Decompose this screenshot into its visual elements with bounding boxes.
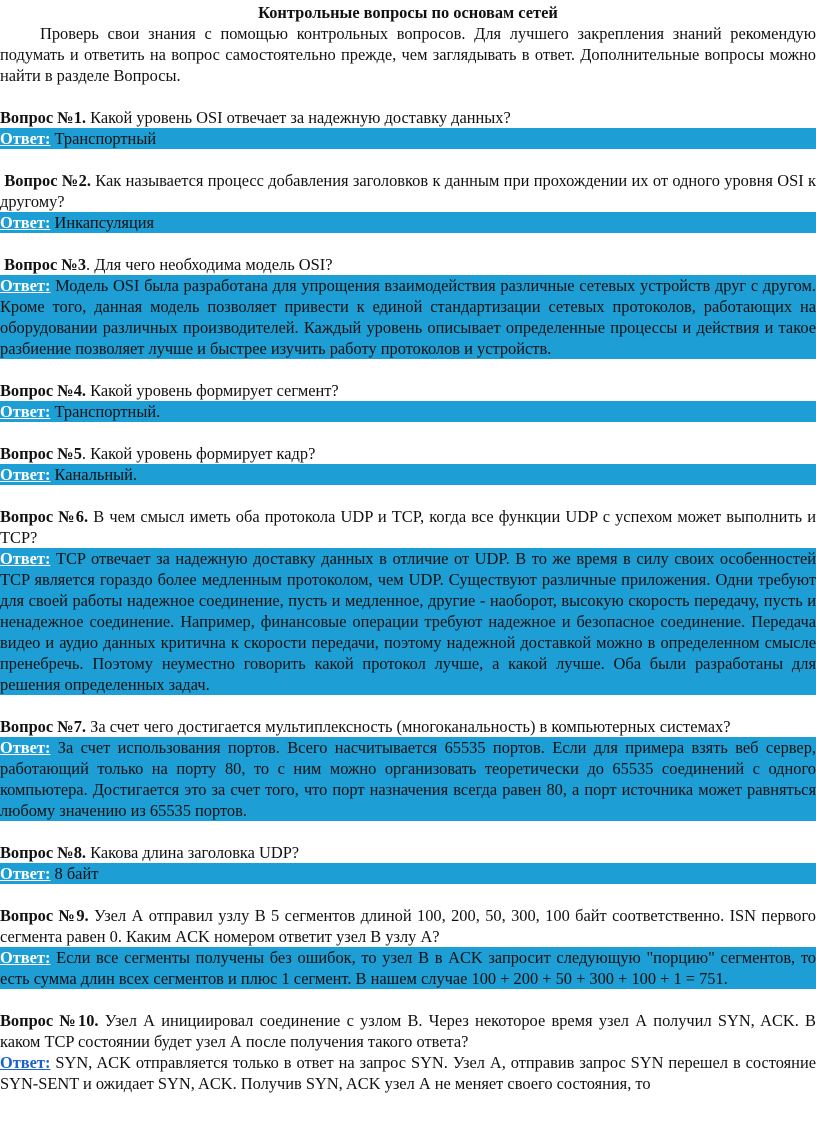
- answer-label: Ответ:: [0, 549, 51, 568]
- answer-5: [0, 464, 816, 485]
- answer-label: Ответ:: [0, 465, 51, 484]
- answer-text: SYN, ACK отправляется только в ответ на запрос SYN. Узел А, отправив запрос SYN перешел в состояние SYN-SENT и ожидает SYN, ACK. Получив SYN, ACK узел А не меняет своего состояния, то: [0, 1053, 816, 1093]
- answer-6: [0, 548, 816, 695]
- question-text: За счет чего достигается мультиплексность (многоканальность) в компьютерных системах?: [86, 717, 731, 736]
- question-10: [0, 1010, 816, 1052]
- answer-label: Ответ:: [0, 738, 51, 757]
- intro-text: Проверь свои знания с помощью контрольных вопросов. Для лучшего закрепления знаний рекомендую подумать и ответить на вопрос самостоятельно прежде, чем заглядывать в ответ. Дополнительные вопросы можно найти в разделе Вопросы.: [0, 24, 816, 85]
- question-number: Вопрос №3: [4, 255, 87, 274]
- question-8: [0, 842, 816, 863]
- answer-text: Если все сегменты получены без ошибок, то узел В в ACK запросит следующую "порцию" сегментов, то есть сумма длин всех сегментов и плюс 1 сегмент. В нашем случае 100 + 200 + 50 + 300 + 100 + 1 = 751.: [0, 948, 816, 988]
- question-text: Какой уровень формирует сегмент?: [86, 381, 339, 400]
- answer-label: Ответ:: [0, 948, 51, 967]
- question-9: [0, 905, 816, 947]
- answer-text: За счет использования портов. Всего насчитывается 65535 портов. Если для примера взять веб сервер, работающий только на порту 80, то с ним можно организовать теоретически до 65535 соединений с одного компьютера. Достигается это за счет того, что порт назначения всегда равен 80, а порт источника может равняться любому значению из 65535 портов.: [0, 738, 816, 820]
- answer-9: [0, 947, 816, 989]
- question-2: [0, 170, 816, 212]
- question-text: . Какой уровень формирует кадр?: [81, 444, 316, 463]
- question-6: [0, 506, 816, 548]
- question-text: . Для чего необходима модель OSI?: [86, 255, 333, 274]
- question-text: В чем смысл иметь оба протокола UDP и TCP, когда все функции UDP с успехом может выполнить и TCP?: [0, 507, 816, 547]
- answer-label: Ответ:: [0, 213, 51, 232]
- intro-paragraph: [0, 23, 816, 86]
- answer-text: TCP отвечает за надежную доставку данных в отличие от UDP. В то же время в силу своих особенностей TCP является гораздо более медленным протоколом, чем UDP. Существуют различные приложения. Одни требуют для своей работы надежное соединение, пусть и медленное, другие - наоборот, высокую скорость передачу, пусть и ненадежное соединение. Например, финансовые операции требуют надежное и безопасное соединение. Передача видео и аудио данных критична к скорости передачи, поэтому надежной доставкой можно в определенном смысле пренебречь. Поэтому неуместно говорить какой протокол лучше, а какой лучше. Оба были разработаны для решения определенных задач.: [0, 549, 816, 694]
- answer-3: [0, 275, 816, 359]
- question-text: Какой уровень OSI отвечает за надежную доставку данных?: [86, 108, 511, 127]
- question-number: Вопрос №4.: [0, 381, 87, 400]
- answer-8: [0, 863, 816, 884]
- answer-7: [0, 737, 816, 821]
- question-text: Какова длина заголовка UDP?: [86, 843, 300, 862]
- question-number: Вопрос №7.: [0, 717, 87, 736]
- question-number: Вопрос №2.: [4, 171, 91, 190]
- answer-label: Ответ:: [0, 402, 51, 421]
- question-1: [0, 107, 816, 128]
- answer-text: Модель OSI была разработана для упрощения взаимодействия различные сетевых устройств друг с другом. Кроме того, данная модель позволяет привести к единой стандартизации сетевых протоколов, работающих на оборудовании различных производителей. Каждый уровень описывает определенные процессы и действия и такое разбиение позволяет лучше и быстрее изучить работу протоколов и устройств.: [0, 276, 816, 358]
- answer-label: Ответ:: [0, 129, 51, 148]
- answer-10: [0, 1052, 816, 1094]
- answer-4: [0, 401, 816, 422]
- question-text: Узел А инициировал соединение с узлом В. Через некоторое время узел А получил SYN, ACK. В каком TCP состоянии будет узел А после получения такого ответа?: [0, 1011, 816, 1051]
- page-title: Контрольные вопросы по основам сетей: [258, 3, 558, 22]
- answer-label: Ответ:: [0, 276, 51, 295]
- question-number: Вопрос №5: [0, 444, 82, 463]
- answer-text: Канальный.: [50, 465, 138, 484]
- answer-label: Ответ:: [0, 864, 51, 883]
- question-7: [0, 716, 816, 737]
- answer-text: Транспортный: [50, 129, 157, 148]
- question-number: Вопрос №1.: [0, 108, 87, 127]
- answer-1: [0, 128, 816, 149]
- question-number: Вопрос №8.: [0, 843, 87, 862]
- answer-text: Инкапсуляция: [50, 213, 155, 232]
- question-4: [0, 380, 816, 401]
- question-3: [0, 254, 816, 275]
- answer-text: 8 байт: [50, 864, 99, 883]
- question-text: Узел А отправил узлу В 5 сегментов длиной 100, 200, 50, 300, 100 байт соответственно. ISN первого сегмента равен 0. Каким ACK номером ответит узел В узлу А?: [0, 906, 816, 946]
- answer-text: Транспортный.: [50, 402, 161, 421]
- answer-label: Ответ:: [0, 1053, 51, 1072]
- answer-2: [0, 212, 816, 233]
- question-number: Вопрос №9.: [0, 906, 89, 925]
- question-5: [0, 443, 816, 464]
- question-number: Вопрос №10.: [0, 1011, 99, 1030]
- question-number: Вопрос №6.: [0, 507, 89, 526]
- question-text: Как называется процесс добавления заголовков к данным при прохождении их от одного уровня OSI к другому?: [0, 171, 816, 211]
